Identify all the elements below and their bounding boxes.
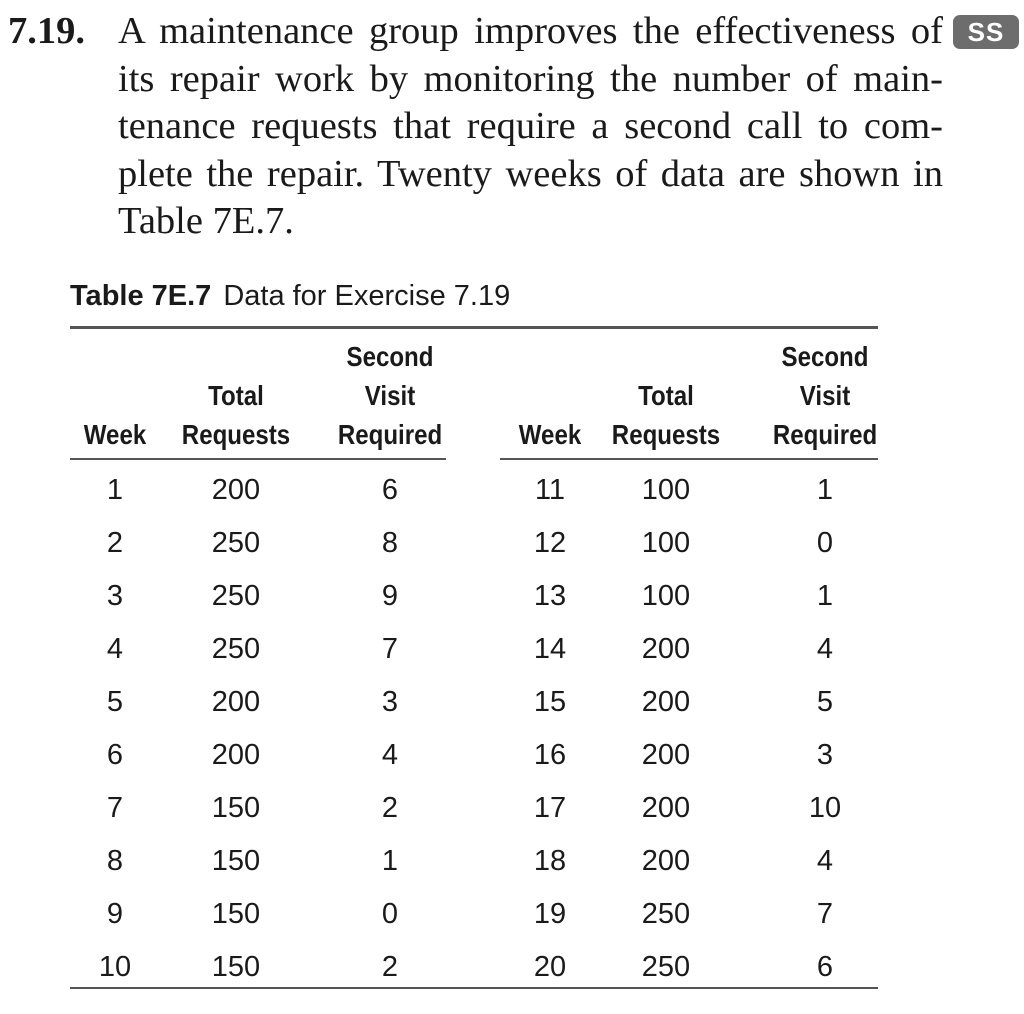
second-visit-cell: 2 xyxy=(381,951,399,983)
table-bottom-rule xyxy=(70,987,878,989)
second-visit-cell: 9 xyxy=(381,580,399,612)
week-cell: 5 xyxy=(106,686,124,718)
week-cell: 6 xyxy=(106,739,124,771)
header-total-left-line1: Total xyxy=(208,380,264,411)
second-visit-cell: 4 xyxy=(816,633,834,665)
problem-number: 7.19. xyxy=(8,10,85,52)
total-requests-cell: 100 xyxy=(641,474,691,506)
header-second-right-line1: Second xyxy=(781,341,869,372)
table-row xyxy=(0,464,1024,517)
table-row xyxy=(0,835,1024,888)
second-visit-cell: 1 xyxy=(381,845,399,877)
total-requests-cell: 200 xyxy=(211,686,261,718)
week-cell: 8 xyxy=(106,845,124,877)
table-row xyxy=(0,623,1024,676)
second-visit-cell: 6 xyxy=(381,474,399,506)
week-cell: 10 xyxy=(98,951,132,983)
total-requests-cell: 250 xyxy=(211,527,261,559)
week-cell: 7 xyxy=(106,792,124,824)
total-requests-cell: 200 xyxy=(211,739,261,771)
table-row xyxy=(0,570,1024,623)
second-visit-cell: 4 xyxy=(816,845,834,877)
header-week-right-line: Week xyxy=(518,419,582,450)
total-requests-cell: 250 xyxy=(211,633,261,665)
header-week-right xyxy=(507,340,593,454)
second-visit-cell: 0 xyxy=(381,898,399,930)
header-total-requests-right xyxy=(611,340,721,454)
second-visit-cell: 1 xyxy=(816,474,834,506)
header-second-left-line2: Visit xyxy=(364,380,416,411)
week-cell: 11 xyxy=(534,474,566,506)
week-cell: 15 xyxy=(533,686,567,718)
total-requests-cell: 150 xyxy=(211,951,261,983)
second-visit-cell: 2 xyxy=(381,792,399,824)
week-cell: 9 xyxy=(106,898,124,930)
header-second-left-line1: Second xyxy=(346,341,434,372)
table-row xyxy=(0,517,1024,570)
week-cell: 20 xyxy=(533,951,567,983)
week-cell: 14 xyxy=(533,633,567,665)
second-visit-cell: 3 xyxy=(816,739,834,771)
header-total-left-line2: Requests xyxy=(181,419,291,450)
second-visit-cell: 10 xyxy=(808,792,842,824)
header-week-left-line: Week xyxy=(83,419,147,450)
table-row xyxy=(0,676,1024,729)
header-total-right-line1: Total xyxy=(638,380,694,411)
total-requests-cell: 200 xyxy=(641,686,691,718)
week-cell: 2 xyxy=(106,527,124,559)
week-cell: 1 xyxy=(106,474,124,506)
total-requests-cell: 150 xyxy=(211,792,261,824)
header-second-visit-right xyxy=(773,340,876,454)
table-row xyxy=(0,782,1024,835)
total-requests-cell: 250 xyxy=(641,898,691,930)
total-requests-cell: 200 xyxy=(641,845,691,877)
table-row xyxy=(0,888,1024,941)
header-second-left-line3: Required xyxy=(337,419,443,450)
second-visit-cell: 8 xyxy=(381,527,399,559)
ss-badge: SS xyxy=(953,15,1019,49)
header-total-right-line2: Requests xyxy=(611,419,721,450)
header-second-right-line2: Visit xyxy=(799,380,851,411)
header-rule-left xyxy=(70,458,446,460)
total-requests-cell: 200 xyxy=(641,792,691,824)
second-visit-cell: 5 xyxy=(816,686,834,718)
second-visit-cell: 3 xyxy=(381,686,399,718)
problem-text: A maintenance group improves the effectiveness of its repair work by monitoring the number of maintenance requests that require a second call to complete the repair. Twenty weeks of data are shown in Table 7E.7. xyxy=(118,10,943,242)
table-top-rule xyxy=(70,326,878,329)
total-requests-cell: 100 xyxy=(641,527,691,559)
total-requests-cell: 150 xyxy=(211,845,261,877)
week-cell: 17 xyxy=(533,792,567,824)
second-visit-cell: 7 xyxy=(381,633,399,665)
total-requests-cell: 100 xyxy=(641,580,691,612)
header-second-right-line3: Required xyxy=(772,419,878,450)
total-requests-cell: 150 xyxy=(211,898,261,930)
total-requests-cell: 200 xyxy=(211,474,261,506)
table-body xyxy=(0,464,1024,994)
header-second-visit-left xyxy=(338,340,441,454)
total-requests-cell: 200 xyxy=(641,739,691,771)
second-visit-cell: 4 xyxy=(381,739,399,771)
total-requests-cell: 200 xyxy=(641,633,691,665)
header-rule-right xyxy=(500,458,878,460)
week-cell: 19 xyxy=(533,898,567,930)
week-cell: 16 xyxy=(533,739,567,771)
second-visit-cell: 7 xyxy=(816,898,834,930)
total-requests-cell: 250 xyxy=(211,580,261,612)
total-requests-cell: 250 xyxy=(641,951,691,983)
second-visit-cell: 0 xyxy=(816,527,834,559)
second-visit-cell: 6 xyxy=(816,951,834,983)
week-cell: 4 xyxy=(106,633,124,665)
week-cell: 18 xyxy=(533,845,567,877)
week-cell: 12 xyxy=(533,527,567,559)
week-cell: 13 xyxy=(533,580,567,612)
header-week-left xyxy=(76,340,153,454)
table-row xyxy=(0,729,1024,782)
table-caption-text: Data for Exercise 7.19 xyxy=(223,280,511,312)
week-cell: 3 xyxy=(106,580,124,612)
table-caption xyxy=(70,277,510,315)
second-visit-cell: 1 xyxy=(816,580,834,612)
table-caption-label: Table 7E.7 xyxy=(70,280,212,312)
header-total-requests-left xyxy=(181,340,291,454)
